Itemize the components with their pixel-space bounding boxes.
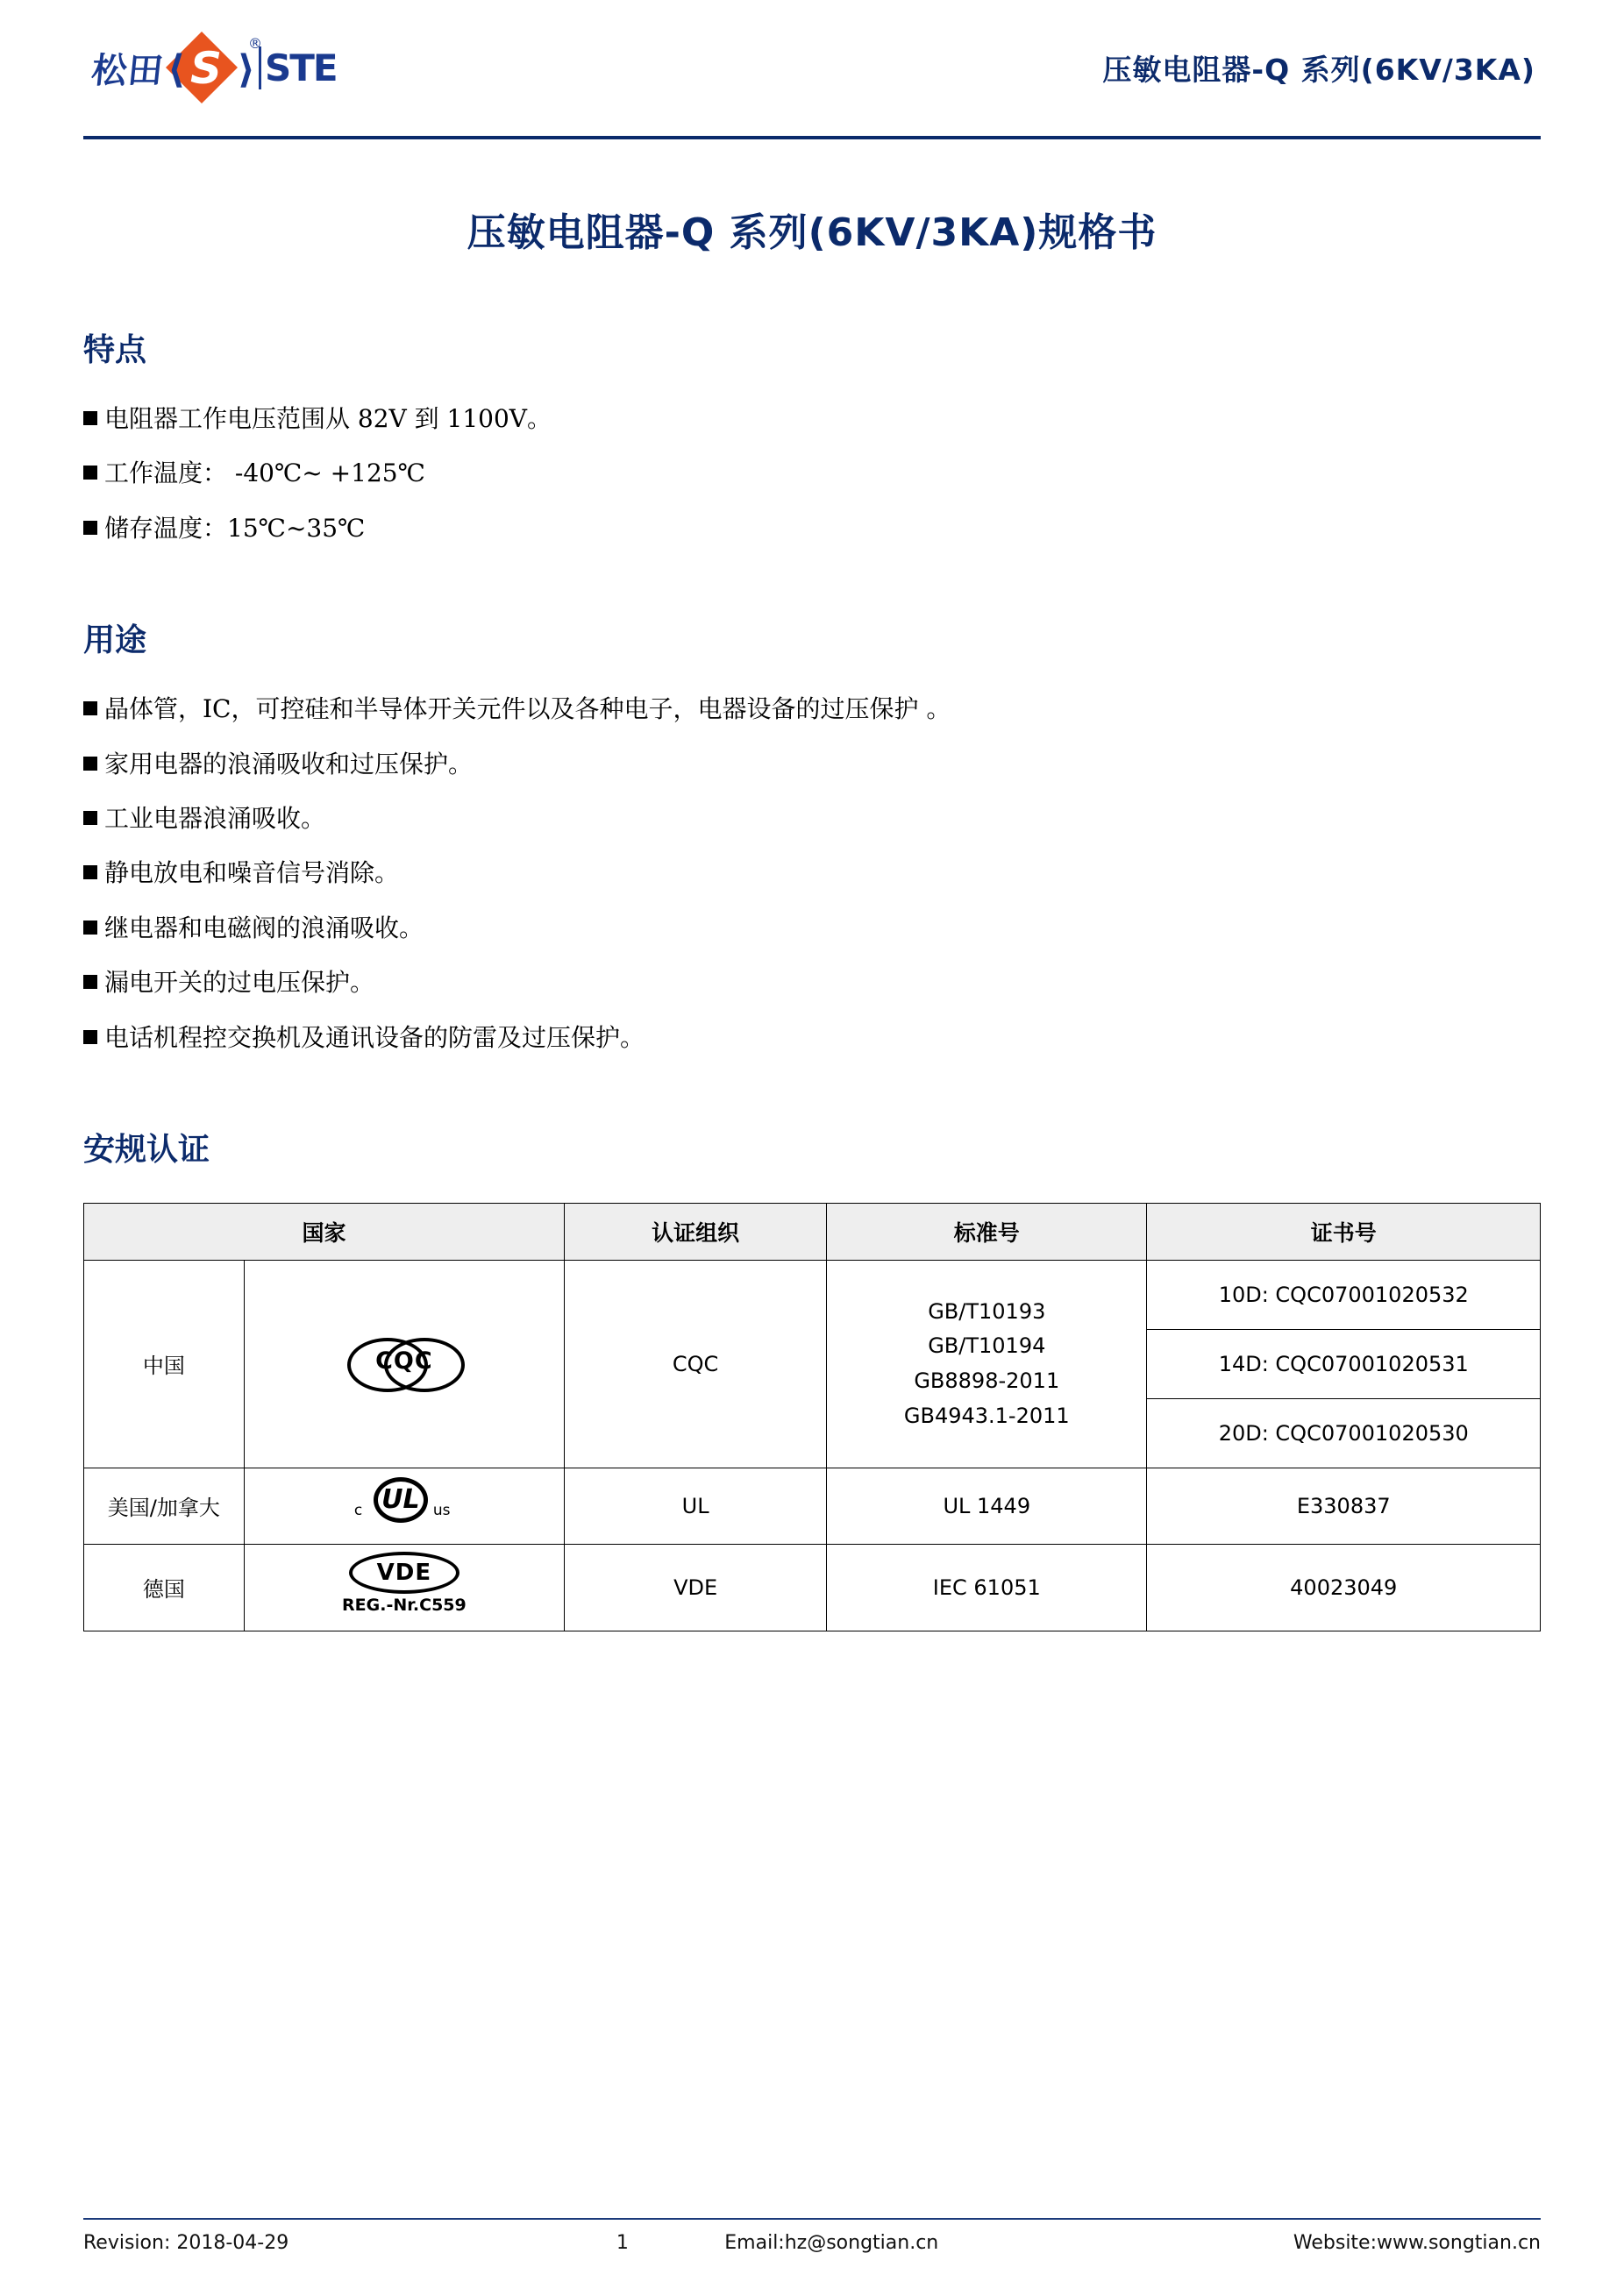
- square-bullet-icon: [83, 701, 97, 715]
- cell-logo-cqc: [244, 1260, 564, 1468]
- list-item: [83, 800, 1541, 837]
- cell-logo-vde: [244, 1544, 564, 1631]
- list-item: [83, 963, 1541, 1001]
- column-header-organization: 认证组织: [565, 1203, 827, 1260]
- square-bullet-icon: [83, 811, 97, 825]
- section-heading-features: 特点: [83, 332, 147, 368]
- ul-logo-text: UL: [381, 1483, 420, 1515]
- page-footer: [83, 2218, 1541, 2254]
- list-item: [83, 909, 1541, 947]
- table-header-row: [84, 1203, 1541, 1260]
- cell-logo-ul: [244, 1468, 564, 1544]
- column-header-certificate: 证书号: [1147, 1203, 1541, 1260]
- square-bullet-icon: [83, 466, 97, 480]
- cell-country: 中国: [84, 1260, 245, 1468]
- square-bullet-icon: [83, 975, 97, 989]
- vde-logo-text: VDE: [376, 1559, 432, 1586]
- list-item: [83, 745, 1541, 783]
- ul-logo-right-mark: us: [432, 1501, 451, 1519]
- footer-page-number: 1: [616, 2232, 629, 2254]
- cell-certificate: 40023049: [1147, 1544, 1541, 1631]
- page-header: [83, 0, 1541, 136]
- logo-bracket-right-icon: ⟩: [237, 46, 255, 92]
- ul-logo-icon: [330, 1475, 479, 1532]
- list-item-text: 储存温度：15℃~35℃: [104, 513, 366, 543]
- list-item-text: 静电放电和噪音信号消除。: [104, 858, 400, 888]
- list-item-text: 电阻器工作电压范围从 82V 到 1100V。: [104, 404, 552, 433]
- cqc-logo-icon: [330, 1331, 479, 1392]
- footer-website: Website:www.songtian.cn: [1293, 2232, 1541, 2254]
- ul-logo-left-mark: c: [353, 1501, 363, 1519]
- square-bullet-icon: [83, 411, 97, 425]
- cell-country: 美国/加拿大: [84, 1468, 245, 1544]
- standard-line: GB8898-2011: [914, 1368, 1060, 1393]
- list-item-text: 家用电器的浪涌吸收和过压保护。: [104, 749, 474, 778]
- company-logo: [83, 34, 337, 100]
- cqc-logo-text: CQC: [375, 1347, 433, 1375]
- registered-trademark-icon: ®: [248, 34, 262, 52]
- list-item: [83, 454, 1541, 492]
- list-item-text: 继电器和电磁阀的浪涌吸收。: [104, 913, 424, 942]
- list-item-text: 工作温度： -40℃~ +125℃: [104, 458, 425, 488]
- page-title: 压敏电阻器-Q 系列(6KV/3KA)规格书: [467, 210, 1157, 255]
- square-bullet-icon: [83, 921, 97, 935]
- list-item-text: 漏电开关的过电压保护。: [104, 968, 375, 998]
- cell-standards: IEC 61051: [827, 1544, 1147, 1631]
- header-divider: [83, 136, 1541, 139]
- column-header-standard: 标准号: [827, 1203, 1147, 1260]
- table-row: [84, 1468, 1541, 1544]
- cell-organization: VDE: [565, 1544, 827, 1631]
- standard-line: GB/T10193: [928, 1298, 1046, 1324]
- cell-standards: [827, 1260, 1147, 1468]
- list-item: [83, 854, 1541, 892]
- section-heading-certifications: 安规认证: [83, 1131, 210, 1168]
- header-title: 压敏电阻器-Q 系列(6KV/3KA): [1102, 53, 1535, 87]
- square-bullet-icon: [83, 521, 97, 535]
- list-item: [83, 1019, 1541, 1056]
- vde-logo-icon: [321, 1552, 488, 1618]
- logo-diamond-s-icon: [167, 34, 262, 100]
- table-row: [84, 1260, 1541, 1329]
- logo-bracket-left-icon: ⟨: [167, 46, 186, 92]
- standard-line: GB/T10194: [928, 1333, 1046, 1359]
- logo-letter-s: S: [189, 42, 222, 94]
- cell-organization: CQC: [565, 1260, 827, 1468]
- section-heading-applications: 用途: [83, 622, 147, 659]
- applications-list: [83, 690, 1541, 1056]
- logo-chinese-name: 松田: [89, 51, 167, 91]
- standard-line: GB4943.1-2011: [903, 1403, 1070, 1428]
- cell-standards: UL 1449: [827, 1468, 1147, 1544]
- list-item: [83, 509, 1541, 547]
- footer-divider: [83, 2218, 1541, 2220]
- cell-certificate: 20D: CQC07001020530: [1147, 1398, 1541, 1468]
- cell-organization: UL: [565, 1468, 827, 1544]
- list-item: [83, 400, 1541, 437]
- footer-email: Email:hz@songtian.cn: [724, 2232, 939, 2254]
- square-bullet-icon: [83, 865, 97, 879]
- column-header-country: 国家: [84, 1203, 565, 1260]
- cell-certificate: E330837: [1147, 1468, 1541, 1544]
- cell-certificate: 14D: CQC07001020531: [1147, 1329, 1541, 1398]
- cell-certificate: 10D: CQC07001020532: [1147, 1260, 1541, 1329]
- features-list: [83, 400, 1541, 547]
- footer-revision: Revision: 2018-04-29: [83, 2232, 289, 2254]
- square-bullet-icon: [83, 1030, 97, 1044]
- list-item-text: 工业电器浪涌吸收。: [104, 803, 326, 833]
- list-item: [83, 690, 1541, 728]
- square-bullet-icon: [83, 757, 97, 771]
- list-item-text: 晶体管，IC，可控硅和半导体开关元件以及各种电子，电器设备的过压保护 。: [104, 694, 951, 724]
- list-item-text: 电话机程控交换机及通讯设备的防雷及过压保护。: [104, 1022, 645, 1052]
- logo-brand-abbrev: STE: [259, 46, 337, 89]
- certification-table: [83, 1203, 1541, 1631]
- cell-country: 德国: [84, 1544, 245, 1631]
- table-row: [84, 1544, 1541, 1631]
- vde-logo-registration: REG.-Nr.C559: [342, 1595, 467, 1615]
